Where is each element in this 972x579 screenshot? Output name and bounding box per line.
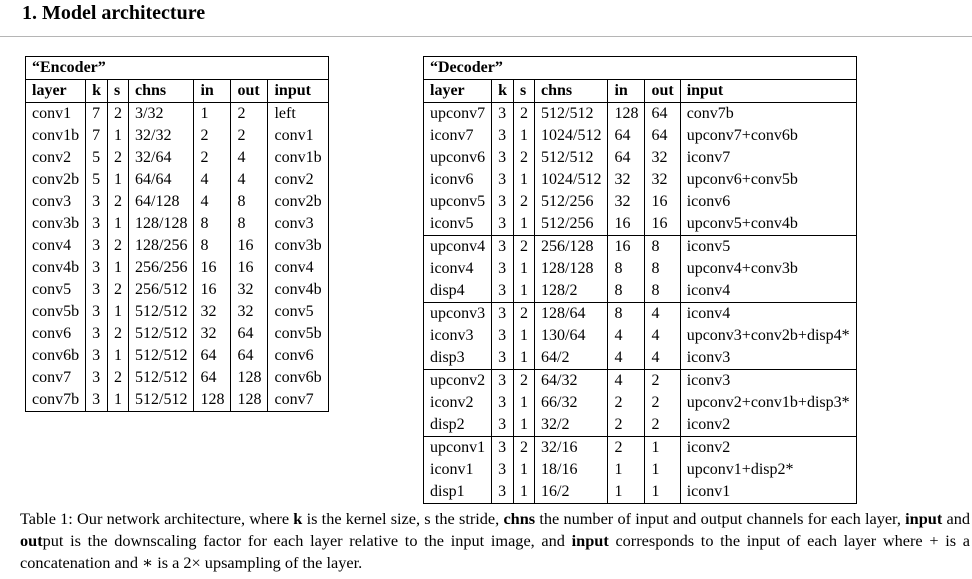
cell-s: 1	[108, 257, 129, 279]
cell-chns: 512/256	[535, 191, 608, 213]
cell-input: conv3b	[268, 235, 328, 257]
cell-k: 3	[492, 459, 514, 481]
cell-input: iconv3	[680, 370, 856, 393]
cell-layer: conv7b	[26, 389, 86, 412]
decoder-title: “Decoder”	[424, 57, 857, 80]
cell-out: 16	[231, 257, 268, 279]
cell-in: 4	[608, 370, 645, 393]
caption-term-k: k	[293, 509, 303, 528]
cell-in: 8	[194, 235, 231, 257]
cell-layer: upconv4	[424, 236, 492, 259]
cell-out: 2	[645, 414, 680, 437]
cell-in: 128	[608, 103, 645, 126]
cell-k: 3	[492, 191, 514, 213]
cell-chns: 32/16	[535, 437, 608, 460]
cell-chns: 1024/512	[535, 169, 608, 191]
table-row	[424, 236, 857, 259]
col-header-layer: layer	[26, 80, 86, 103]
table-row	[424, 147, 857, 169]
cell-out: 16	[645, 213, 680, 236]
cell-k: 3	[86, 235, 108, 257]
cell-chns: 64/2	[535, 347, 608, 370]
cell-layer: iconv2	[424, 392, 492, 414]
cell-chns: 64/32	[535, 370, 608, 393]
cell-s: 1	[514, 280, 535, 303]
cell-layer: iconv7	[424, 125, 492, 147]
col-header-in: in	[194, 80, 231, 103]
cell-s: 1	[514, 125, 535, 147]
cell-out: 64	[645, 103, 680, 126]
cell-k: 3	[86, 257, 108, 279]
cell-chns: 256/128	[535, 236, 608, 259]
cell-k: 3	[492, 481, 514, 504]
cell-layer: conv6	[26, 323, 86, 345]
col-header-chns: chns	[535, 80, 608, 103]
cell-chns: 512/512	[129, 367, 194, 389]
caption-term-input: input	[905, 509, 943, 528]
cell-layer: conv3b	[26, 213, 86, 235]
table-row	[424, 303, 857, 326]
cell-input: iconv2	[680, 437, 856, 460]
cell-chns: 512/512	[535, 147, 608, 169]
cell-input: conv2	[268, 169, 328, 191]
table-row	[26, 323, 329, 345]
cell-chns: 512/512	[129, 301, 194, 323]
decoder-body	[424, 103, 857, 504]
cell-input: upconv7+conv6b	[680, 125, 856, 147]
cell-s: 2	[514, 303, 535, 326]
cell-in: 4	[608, 325, 645, 347]
cell-in: 2	[194, 147, 231, 169]
cell-in: 8	[608, 258, 645, 280]
table-row	[424, 370, 857, 393]
col-header-in: in	[608, 80, 645, 103]
cell-s: 1	[108, 301, 129, 323]
cell-in: 64	[194, 345, 231, 367]
cell-s: 2	[108, 367, 129, 389]
cell-out: 4	[231, 169, 268, 191]
cell-out: 32	[231, 279, 268, 301]
table-row	[424, 103, 857, 126]
cell-k: 3	[86, 279, 108, 301]
cell-out: 8	[645, 236, 680, 259]
cell-s: 2	[108, 191, 129, 213]
cell-in: 4	[194, 169, 231, 191]
table-row	[424, 125, 857, 147]
cell-out: 64	[645, 125, 680, 147]
cell-out: 8	[231, 191, 268, 213]
cell-in: 1	[608, 481, 645, 504]
cell-input: conv2b	[268, 191, 328, 213]
cell-k: 3	[492, 147, 514, 169]
cell-s: 2	[514, 191, 535, 213]
cell-chns: 512/512	[129, 345, 194, 367]
cell-s: 1	[514, 414, 535, 437]
cell-k: 3	[492, 437, 514, 460]
cell-s: 2	[108, 323, 129, 345]
cell-chns: 128/128	[129, 213, 194, 235]
cell-in: 2	[608, 437, 645, 460]
cell-s: 2	[108, 103, 129, 126]
table-row	[26, 235, 329, 257]
cell-input: upconv1+disp2*	[680, 459, 856, 481]
cell-out: 2	[231, 125, 268, 147]
cell-s: 2	[514, 236, 535, 259]
decoder-table	[423, 56, 857, 504]
table-row	[26, 257, 329, 279]
cell-in: 32	[608, 191, 645, 213]
encoder-title: “Encoder”	[26, 57, 329, 80]
cell-k: 3	[492, 347, 514, 370]
cell-k: 3	[492, 258, 514, 280]
caption-text: and	[942, 509, 970, 528]
cell-chns: 256/256	[129, 257, 194, 279]
table-row	[26, 191, 329, 213]
cell-k: 3	[86, 367, 108, 389]
cell-chns: 128/2	[535, 280, 608, 303]
cell-in: 4	[194, 191, 231, 213]
col-header-out: out	[231, 80, 268, 103]
cell-s: 2	[514, 147, 535, 169]
table-row	[26, 147, 329, 169]
cell-layer: conv4b	[26, 257, 86, 279]
col-header-k: k	[492, 80, 514, 103]
cell-input: conv6b	[268, 367, 328, 389]
cell-out: 4	[645, 347, 680, 370]
cell-k: 7	[86, 125, 108, 147]
col-header-chns: chns	[129, 80, 194, 103]
table-row	[26, 213, 329, 235]
cell-chns: 128/128	[535, 258, 608, 280]
cell-out: 2	[645, 370, 680, 393]
caption-text: the number of input and output channels for each layer,	[535, 509, 906, 528]
section-heading: 1. Model architecture	[22, 2, 206, 24]
cell-layer: upconv1	[424, 437, 492, 460]
cell-k: 3	[86, 213, 108, 235]
cell-k: 7	[86, 103, 108, 126]
cell-layer: upconv5	[424, 191, 492, 213]
cell-in: 64	[608, 147, 645, 169]
cell-s: 1	[514, 347, 535, 370]
cell-in: 16	[194, 279, 231, 301]
table-row	[424, 392, 857, 414]
cell-s: 2	[514, 103, 535, 126]
cell-in: 2	[608, 392, 645, 414]
cell-k: 3	[492, 103, 514, 126]
cell-k: 3	[492, 280, 514, 303]
cell-out: 1	[645, 437, 680, 460]
table-row	[424, 213, 857, 236]
table-row	[26, 125, 329, 147]
cell-s: 1	[108, 125, 129, 147]
cell-s: 2	[108, 279, 129, 301]
cell-layer: iconv3	[424, 325, 492, 347]
cell-out: 1	[645, 459, 680, 481]
cell-layer: disp2	[424, 414, 492, 437]
cell-s: 1	[514, 213, 535, 236]
cell-chns: 16/2	[535, 481, 608, 504]
cell-input: left	[268, 103, 328, 126]
cell-k: 3	[492, 169, 514, 191]
cell-input: iconv3	[680, 347, 856, 370]
cell-input: conv1b	[268, 147, 328, 169]
cell-s: 1	[108, 213, 129, 235]
cell-s: 1	[108, 389, 129, 412]
cell-k: 3	[86, 301, 108, 323]
cell-chns: 512/512	[129, 389, 194, 412]
table-row	[424, 258, 857, 280]
cell-s: 1	[514, 459, 535, 481]
cell-layer: conv6b	[26, 345, 86, 367]
cell-layer: disp3	[424, 347, 492, 370]
cell-input: iconv7	[680, 147, 856, 169]
cell-s: 1	[514, 169, 535, 191]
cell-out: 8	[231, 213, 268, 235]
col-header-input: input	[268, 80, 328, 103]
cell-k: 3	[492, 325, 514, 347]
cell-in: 1	[608, 459, 645, 481]
cell-out: 16	[645, 191, 680, 213]
cell-chns: 130/64	[535, 325, 608, 347]
cell-k: 5	[86, 169, 108, 191]
cell-k: 5	[86, 147, 108, 169]
cell-layer: conv4	[26, 235, 86, 257]
col-header-layer: layer	[424, 80, 492, 103]
encoder-header-row	[26, 80, 329, 103]
cell-input: conv5	[268, 301, 328, 323]
cell-s: 1	[108, 345, 129, 367]
cell-layer: conv5	[26, 279, 86, 301]
caption-term-input: input	[571, 531, 609, 550]
cell-in: 32	[608, 169, 645, 191]
cell-layer: conv1b	[26, 125, 86, 147]
cell-chns: 18/16	[535, 459, 608, 481]
cell-input: conv6	[268, 345, 328, 367]
cell-k: 3	[492, 392, 514, 414]
cell-in: 128	[194, 389, 231, 412]
cell-k: 3	[492, 414, 514, 437]
col-header-out: out	[645, 80, 680, 103]
cell-s: 2	[108, 235, 129, 257]
table-row	[424, 347, 857, 370]
cell-out: 16	[231, 235, 268, 257]
caption-term-out: out	[20, 531, 43, 550]
cell-layer: conv7	[26, 367, 86, 389]
cell-out: 64	[231, 345, 268, 367]
cell-chns: 128/64	[535, 303, 608, 326]
cell-out: 2	[645, 392, 680, 414]
cell-input: iconv4	[680, 303, 856, 326]
cell-in: 1	[194, 103, 231, 126]
cell-in: 32	[194, 301, 231, 323]
col-header-s: s	[514, 80, 535, 103]
cell-in: 16	[194, 257, 231, 279]
cell-in: 64	[194, 367, 231, 389]
cell-out: 4	[645, 303, 680, 326]
cell-k: 3	[86, 389, 108, 412]
cell-in: 8	[194, 213, 231, 235]
col-header-s: s	[108, 80, 129, 103]
table-row	[424, 191, 857, 213]
caption-text: is the kernel size, s the stride,	[302, 509, 504, 528]
cell-input: conv5b	[268, 323, 328, 345]
table-row	[26, 345, 329, 367]
cell-in: 2	[194, 125, 231, 147]
cell-out: 32	[645, 147, 680, 169]
cell-s: 1	[514, 481, 535, 504]
table-row	[424, 437, 857, 460]
cell-s: 2	[514, 370, 535, 393]
cell-input: conv4	[268, 257, 328, 279]
table-row	[424, 481, 857, 504]
cell-layer: conv2b	[26, 169, 86, 191]
cell-input: iconv2	[680, 414, 856, 437]
cell-in: 16	[608, 236, 645, 259]
table-row	[424, 414, 857, 437]
cell-input: iconv4	[680, 280, 856, 303]
cell-k: 3	[492, 303, 514, 326]
cell-input: upconv6+conv5b	[680, 169, 856, 191]
cell-layer: iconv6	[424, 169, 492, 191]
table-row	[424, 325, 857, 347]
cell-out: 8	[645, 258, 680, 280]
cell-input: conv4b	[268, 279, 328, 301]
cell-k: 3	[492, 370, 514, 393]
cell-chns: 256/512	[129, 279, 194, 301]
cell-input: iconv1	[680, 481, 856, 504]
cell-chns: 1024/512	[535, 125, 608, 147]
cell-chns: 512/512	[535, 103, 608, 126]
cell-layer: iconv4	[424, 258, 492, 280]
cell-k: 3	[86, 323, 108, 345]
cell-out: 32	[231, 301, 268, 323]
table-row	[424, 459, 857, 481]
cell-layer: disp4	[424, 280, 492, 303]
cell-layer: conv2	[26, 147, 86, 169]
cell-in: 8	[608, 303, 645, 326]
cell-k: 3	[492, 125, 514, 147]
cell-chns: 64/64	[129, 169, 194, 191]
cell-input: conv7b	[680, 103, 856, 126]
cell-chns: 64/128	[129, 191, 194, 213]
caption-text: Table 1: Our network architecture, where	[20, 509, 294, 528]
encoder-body	[26, 103, 329, 412]
cell-layer: conv5b	[26, 301, 86, 323]
heading-divider	[0, 36, 972, 37]
cell-chns: 32/2	[535, 414, 608, 437]
cell-input: upconv5+conv4b	[680, 213, 856, 236]
cell-layer: iconv5	[424, 213, 492, 236]
cell-chns: 512/256	[535, 213, 608, 236]
cell-in: 4	[608, 347, 645, 370]
cell-out: 64	[231, 323, 268, 345]
cell-s: 2	[514, 437, 535, 460]
table-row	[26, 389, 329, 412]
cell-chns: 3/32	[129, 103, 194, 126]
table-row	[26, 279, 329, 301]
cell-s: 1	[514, 392, 535, 414]
cell-chns: 32/64	[129, 147, 194, 169]
cell-in: 32	[194, 323, 231, 345]
cell-input: conv3	[268, 213, 328, 235]
cell-layer: conv3	[26, 191, 86, 213]
cell-layer: iconv1	[424, 459, 492, 481]
cell-out: 4	[231, 147, 268, 169]
cell-layer: upconv7	[424, 103, 492, 126]
cell-out: 8	[645, 280, 680, 303]
cell-layer: upconv3	[424, 303, 492, 326]
caption-text: corresponds to the input of each layer where + is a concatenation and ∗ is a 2× upsampling of the layer.	[20, 531, 970, 572]
cell-out: 128	[231, 367, 268, 389]
cell-out: 128	[231, 389, 268, 412]
cell-s: 1	[108, 169, 129, 191]
encoder-table	[25, 56, 329, 412]
cell-k: 3	[86, 191, 108, 213]
cell-input: iconv5	[680, 236, 856, 259]
cell-input: iconv6	[680, 191, 856, 213]
table-row	[424, 169, 857, 191]
cell-out: 1	[645, 481, 680, 504]
cell-in: 2	[608, 414, 645, 437]
decoder-header-row	[424, 80, 857, 103]
table-row	[26, 103, 329, 126]
cell-in: 8	[608, 280, 645, 303]
cell-layer: conv1	[26, 103, 86, 126]
cell-input: upconv4+conv3b	[680, 258, 856, 280]
caption-text: put is the downscaling factor for each layer relative to the input image, and	[42, 531, 572, 550]
table-row	[26, 169, 329, 191]
cell-s: 2	[108, 147, 129, 169]
cell-input: conv7	[268, 389, 328, 412]
cell-chns: 66/32	[535, 392, 608, 414]
col-header-input: input	[680, 80, 856, 103]
cell-out: 32	[645, 169, 680, 191]
cell-k: 3	[492, 236, 514, 259]
cell-s: 1	[514, 258, 535, 280]
cell-out: 2	[231, 103, 268, 126]
caption-term-chns: chns	[503, 509, 536, 528]
col-header-k: k	[86, 80, 108, 103]
cell-layer: disp1	[424, 481, 492, 504]
cell-layer: upconv6	[424, 147, 492, 169]
table-caption	[20, 508, 970, 574]
cell-input: upconv2+conv1b+disp3*	[680, 392, 856, 414]
cell-in: 16	[608, 213, 645, 236]
cell-layer: upconv2	[424, 370, 492, 393]
table-row	[26, 367, 329, 389]
cell-k: 3	[86, 345, 108, 367]
cell-chns: 128/256	[129, 235, 194, 257]
cell-chns: 512/512	[129, 323, 194, 345]
cell-in: 64	[608, 125, 645, 147]
table-row	[424, 280, 857, 303]
cell-s: 1	[514, 325, 535, 347]
cell-out: 4	[645, 325, 680, 347]
cell-chns: 32/32	[129, 125, 194, 147]
cell-input: upconv3+conv2b+disp4*	[680, 325, 856, 347]
cell-k: 3	[492, 213, 514, 236]
table-row	[26, 301, 329, 323]
cell-input: conv1	[268, 125, 328, 147]
